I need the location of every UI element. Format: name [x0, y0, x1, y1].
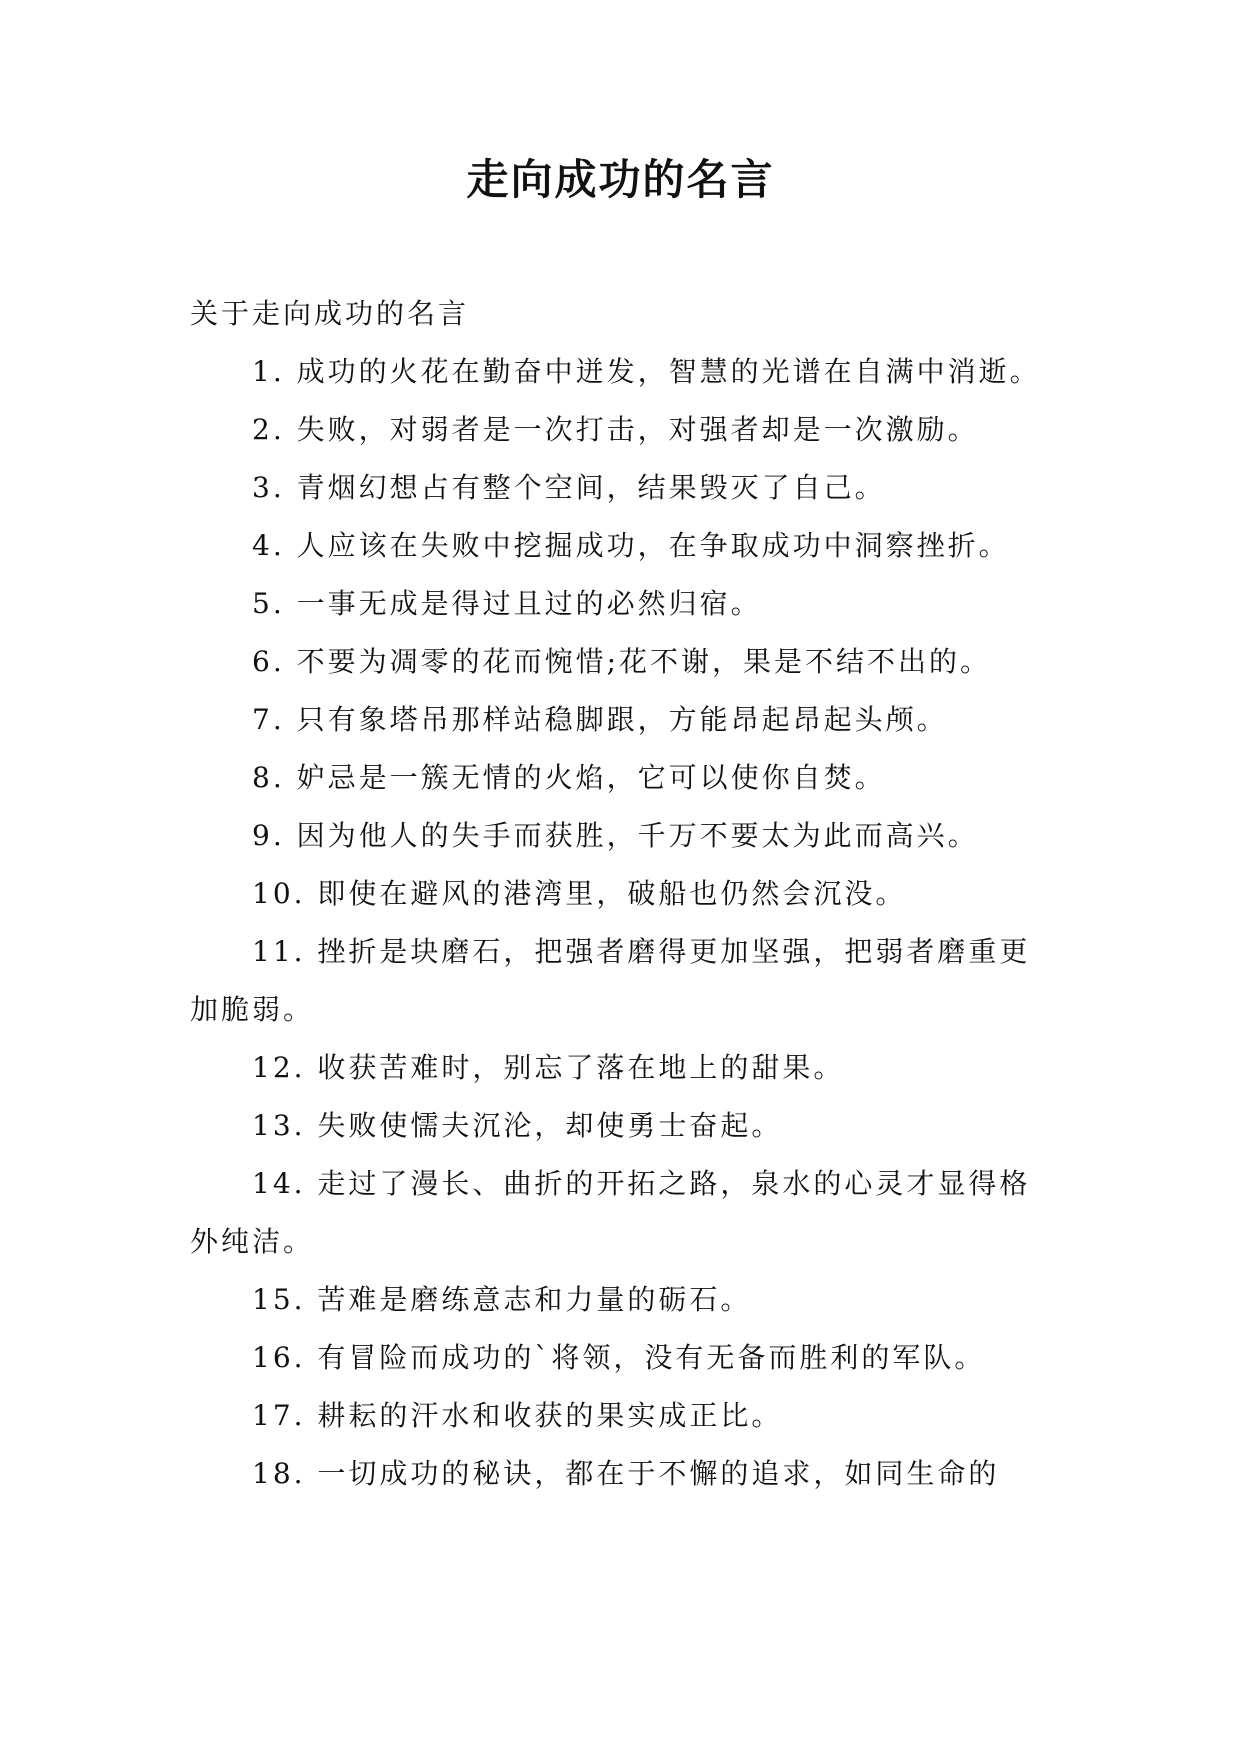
- quote-item: 8. 妒忌是一簇无情的火焰，它可以使你自焚。: [252, 761, 886, 794]
- document-subtitle: 关于走向成功的名言: [190, 297, 470, 330]
- document-body: [190, 285, 1050, 1503]
- quote-item: 10. 即使在避风的港湾里，破船也仍然会沉没。: [252, 877, 907, 910]
- quote-item: 5. 一事无成是得过且过的必然归宿。: [252, 587, 762, 620]
- quote-item: 4. 人应该在失败中挖掘成功，在争取成功中洞察挫折。: [252, 529, 1010, 562]
- quote-item: 12. 收获苦难时，别忘了落在地上的甜果。: [252, 1051, 845, 1084]
- quote-item: 3. 青烟幻想占有整个空间，结果毁灭了自己。: [252, 471, 886, 504]
- quote-item: 7. 只有象塔吊那样站稳脚跟，方能昂起昂起头颅。: [252, 703, 948, 736]
- quote-item: 6. 不要为凋零的花而惋惜;花不谢，果是不结不出的。: [252, 645, 992, 678]
- quote-item: 17. 耕耘的汗水和收获的果实成正比。: [252, 1399, 783, 1432]
- document-title: 走向成功的名言: [466, 155, 775, 204]
- quote-item: 13. 失败使懦夫沉沦，却使勇士奋起。: [252, 1109, 783, 1142]
- quote-item: 1. 成功的火花在勤奋中迸发，智慧的光谱在自满中消逝。: [252, 355, 1041, 388]
- quote-item: 2. 失败，对弱者是一次打击，对强者却是一次激励。: [252, 413, 979, 446]
- quote-item: 18. 一切成功的秘诀，都在于不懈的追求，如同生命的: [252, 1457, 1000, 1490]
- quote-item: 9. 因为他人的失手而获胜，千万不要太为此而高兴。: [252, 819, 979, 852]
- quote-item: 11. 挫折是块磨石，把强者磨得更加坚强，把弱者磨重更加脆弱。: [190, 935, 1031, 1026]
- quote-item: 14. 走过了漫长、曲折的开拓之路，泉水的心灵才显得格外纯洁。: [190, 1167, 1031, 1258]
- quote-item: 15. 苦难是磨练意志和力量的砺石。: [252, 1283, 752, 1316]
- quote-item: 16. 有冒险而成功的`将领，没有无备而胜利的军队。: [252, 1341, 986, 1374]
